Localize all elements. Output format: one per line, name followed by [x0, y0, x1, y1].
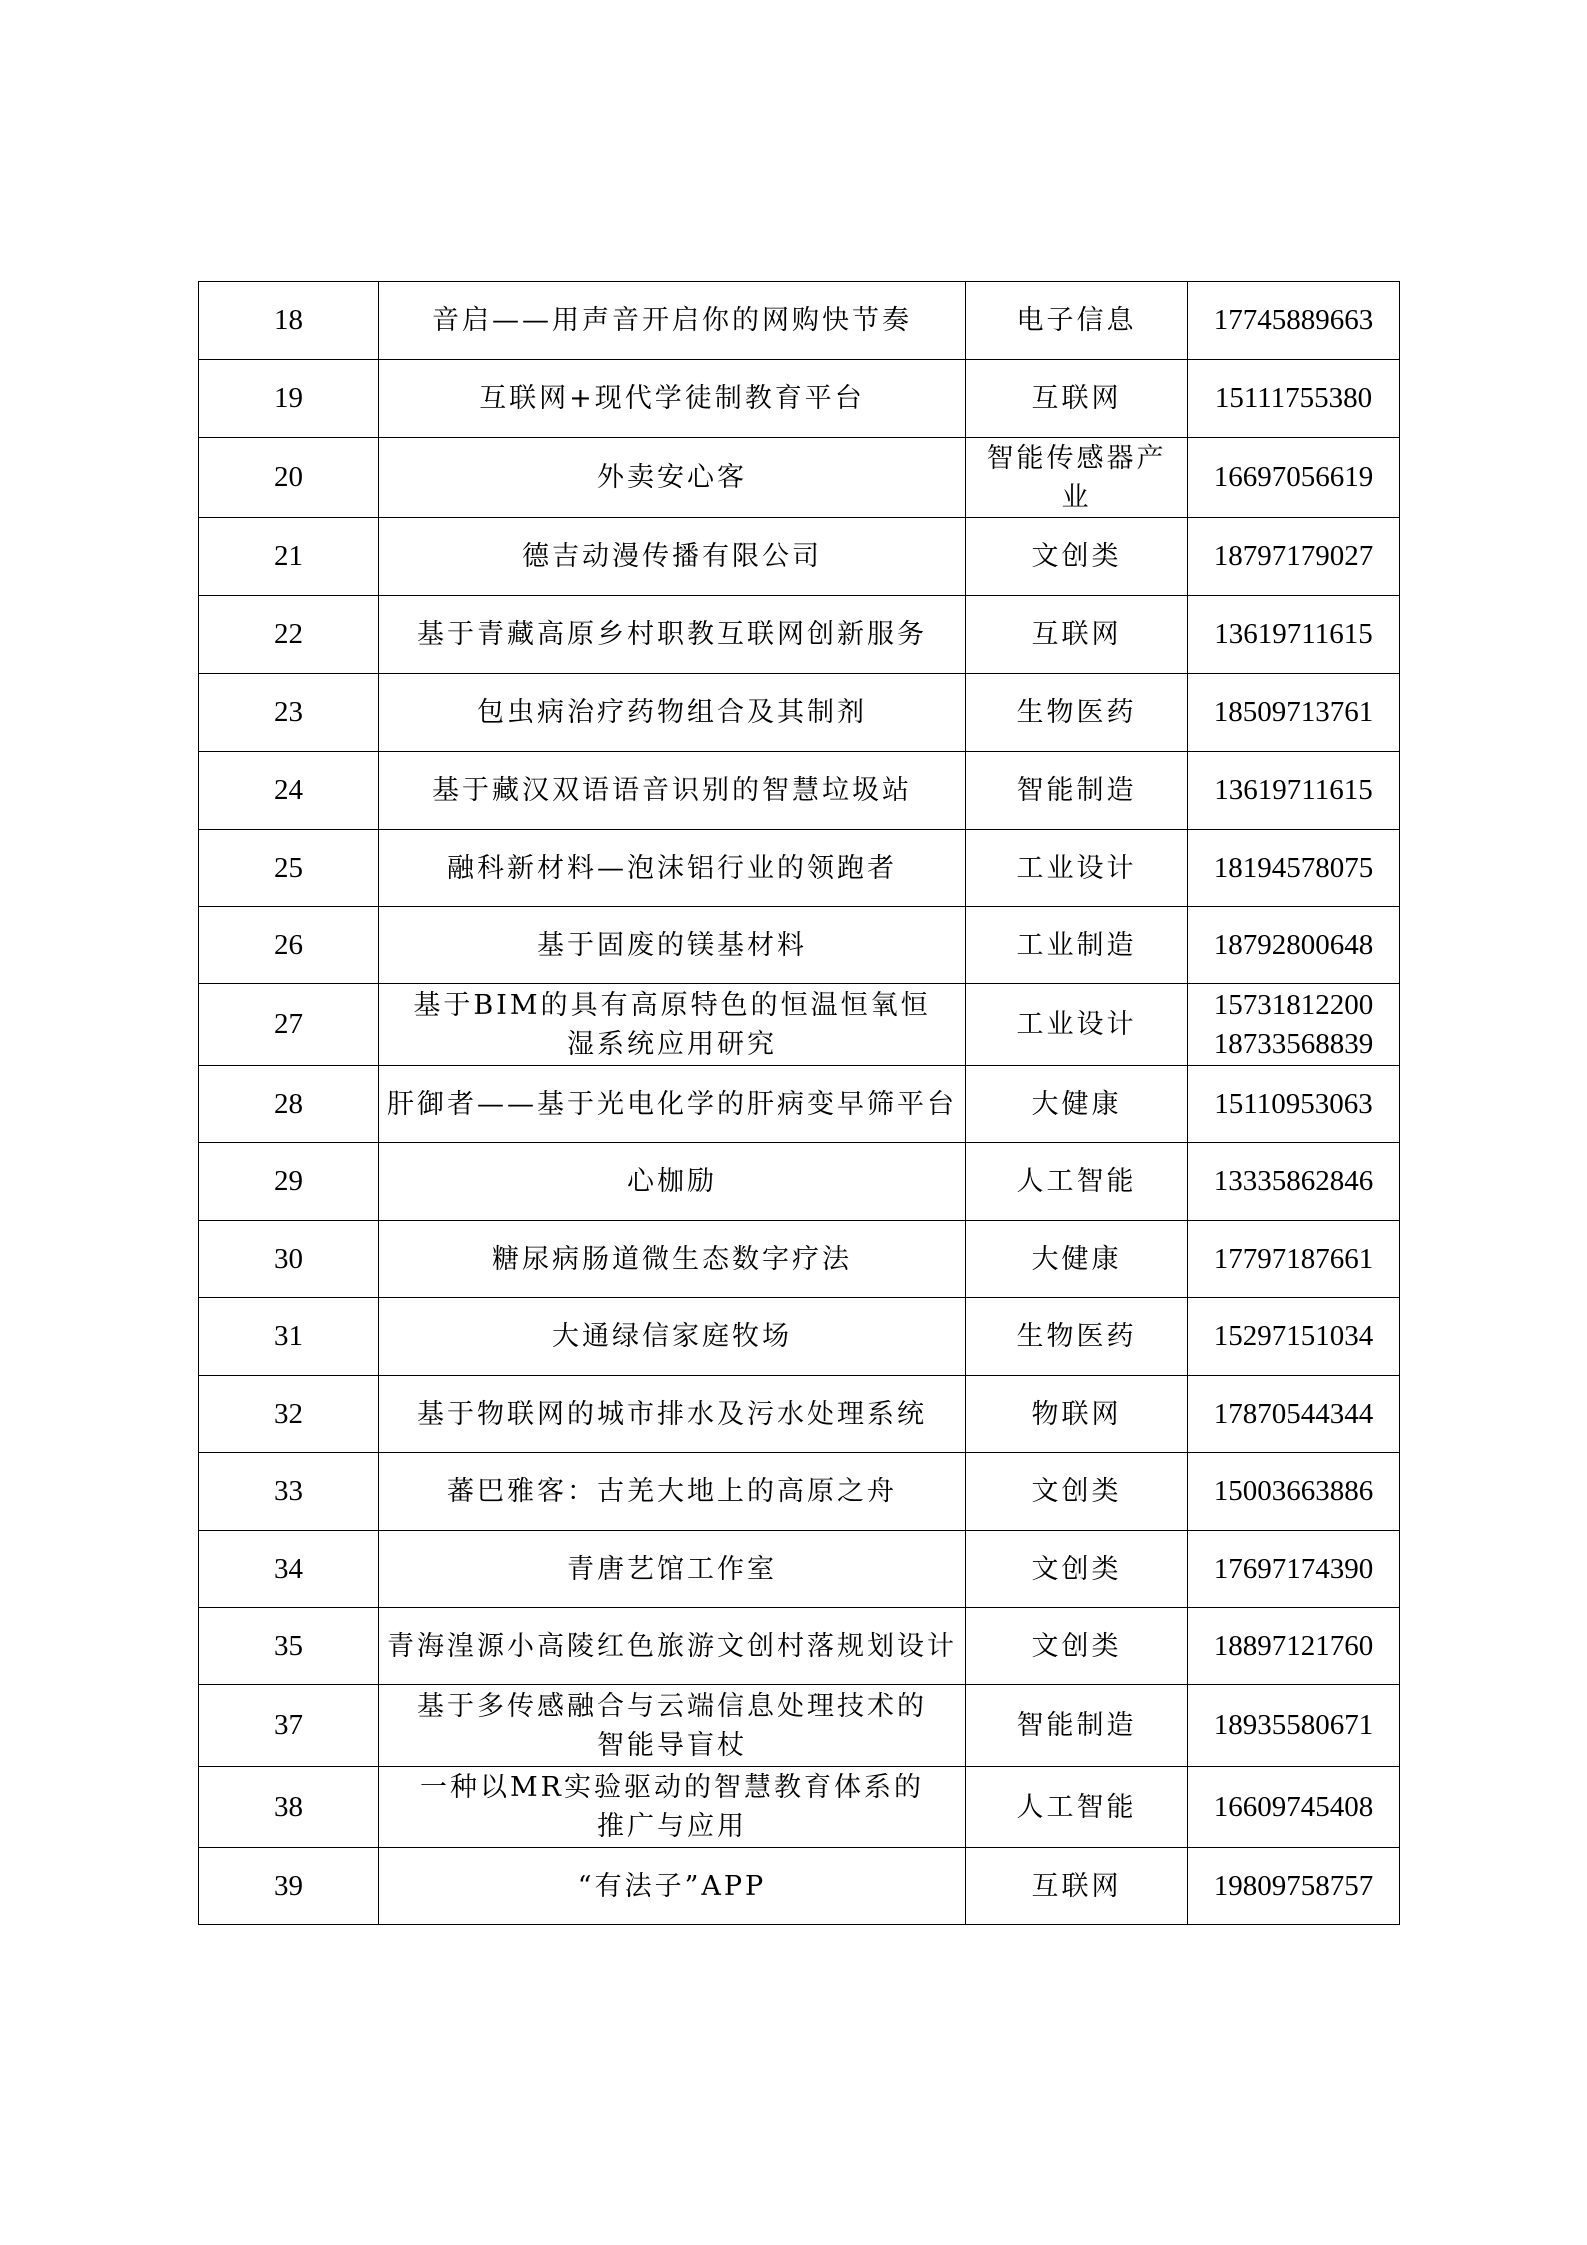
- phone-cell: [1188, 674, 1400, 752]
- phone-cell-line: 15731812200: [1213, 988, 1374, 1021]
- project-name-cell-line: 青海湟源小高陵红色旅游文创村落规划设计: [387, 1630, 957, 1662]
- category-cell: [966, 1531, 1188, 1608]
- row-number-cell: 19: [199, 360, 379, 438]
- row-number-cell: 31: [199, 1298, 379, 1376]
- table-row: [199, 1531, 1400, 1608]
- phone-cell-line: 18792800648: [1213, 928, 1374, 961]
- category-cell: [966, 1221, 1188, 1298]
- phone-cell-line: 13619711615: [1214, 618, 1373, 650]
- project-name-cell-line: 音启——用声音开启你的网购快节奏: [432, 305, 912, 336]
- table-row: [199, 1066, 1400, 1143]
- project-name-cell-line: 基于物联网的城市排水及污水处理系统: [417, 1398, 927, 1430]
- category-cell-line: 生物医药: [1016, 697, 1137, 728]
- category-cell: [966, 438, 1188, 518]
- table-row: [199, 1453, 1400, 1531]
- project-name-cell-line: “有法子”APP: [577, 1870, 767, 1902]
- project-name-cell-line: 大通绿信家庭牧场: [552, 1321, 792, 1352]
- category-cell-line: 文创类: [1031, 1630, 1122, 1662]
- category-cell: [966, 1453, 1188, 1531]
- category-cell-line: 工业设计: [1016, 1009, 1137, 1040]
- phone-cell-line: 18194578075: [1213, 851, 1374, 884]
- phone-cell-line: 15110953063: [1214, 1087, 1373, 1120]
- project-name-cell-line: 肝御者——基于光电化学的肝病变早筛平台: [387, 1088, 957, 1120]
- phone-cell: [1188, 518, 1400, 596]
- project-table-body: [199, 282, 1400, 1925]
- project-name-cell-line: 外卖安心客: [597, 462, 747, 493]
- table-row: [199, 1685, 1400, 1767]
- phone-cell-line: 18509713761: [1213, 696, 1374, 728]
- row-number-cell: 26: [199, 907, 379, 984]
- category-cell-line: 大健康: [1031, 1088, 1122, 1120]
- project-name-cell: [379, 1848, 966, 1925]
- table-row: [199, 282, 1400, 360]
- project-name-cell: [379, 1143, 966, 1221]
- phone-cell: [1188, 1608, 1400, 1685]
- category-cell-line: 智能制造: [1016, 1710, 1137, 1741]
- phone-cell-line: 18797179027: [1213, 540, 1374, 572]
- category-cell-line: 互联网: [1031, 619, 1122, 650]
- category-cell: [966, 518, 1188, 596]
- category-cell-line: 互联网: [1031, 383, 1122, 414]
- project-name-cell-line: 基于固废的镁基材料: [537, 929, 807, 961]
- row-number-cell: 20: [199, 438, 379, 518]
- category-cell-line: 工业制造: [1016, 929, 1137, 961]
- project-name-cell: [379, 1066, 966, 1143]
- project-name-cell: [379, 1376, 966, 1453]
- row-number-cell: 23: [199, 674, 379, 752]
- phone-cell: [1188, 1848, 1400, 1925]
- phone-cell: [1188, 1143, 1400, 1221]
- category-cell: [966, 674, 1188, 752]
- phone-cell-line: 17870544344: [1213, 1397, 1374, 1430]
- project-name-cell-line: 融科新材料—泡沫铝行业的领跑者: [447, 852, 897, 884]
- project-name-cell-line: 青唐艺馆工作室: [567, 1553, 777, 1585]
- table-row: [199, 1298, 1400, 1376]
- project-name-cell: [379, 282, 966, 360]
- category-cell-line: 人工智能: [1016, 1166, 1137, 1197]
- project-name-cell: [379, 984, 966, 1066]
- project-name-cell: [379, 1453, 966, 1531]
- project-name-cell-line: 基于青藏高原乡村职教互联网创新服务: [417, 619, 927, 650]
- category-cell: [966, 984, 1188, 1066]
- phone-cell-line: 15003663886: [1213, 1475, 1374, 1507]
- category-cell: [966, 830, 1188, 907]
- category-cell: [966, 1066, 1188, 1143]
- category-cell-line: 智能传感器产: [986, 442, 1167, 474]
- row-number-cell: 22: [199, 596, 379, 674]
- category-cell: [966, 596, 1188, 674]
- row-number-cell: 32: [199, 1376, 379, 1453]
- table-row: [199, 518, 1400, 596]
- category-cell: [966, 1376, 1188, 1453]
- phone-cell-line: 15297151034: [1213, 1320, 1374, 1352]
- category-cell-line: 人工智能: [1016, 1791, 1137, 1823]
- phone-cell: [1188, 596, 1400, 674]
- category-cell-line: 文创类: [1031, 541, 1122, 572]
- table-row: [199, 360, 1400, 438]
- row-number-cell: 28: [199, 1066, 379, 1143]
- phone-cell-line: 17745889663: [1213, 304, 1374, 336]
- table-row: [199, 984, 1400, 1066]
- category-cell: [966, 1848, 1188, 1925]
- project-name-cell: [379, 674, 966, 752]
- row-number-cell: 27: [199, 984, 379, 1066]
- table-row: [199, 752, 1400, 830]
- row-number-cell: 35: [199, 1608, 379, 1685]
- project-name-cell-line: 德吉动漫传播有限公司: [522, 541, 822, 572]
- project-table: [198, 281, 1400, 1925]
- category-cell: [966, 282, 1188, 360]
- table-row: [199, 674, 1400, 752]
- category-cell-line: 业: [1061, 481, 1092, 513]
- table-row: [199, 596, 1400, 674]
- project-name-cell-line: 基于藏汉双语语音识别的智慧垃圾站: [432, 775, 912, 806]
- row-number-cell: 34: [199, 1531, 379, 1608]
- row-number-cell: 30: [199, 1221, 379, 1298]
- phone-cell-line: 16697056619: [1213, 461, 1374, 493]
- category-cell: [966, 1143, 1188, 1221]
- project-name-cell-line: 包虫病治疗药物组合及其制剂: [477, 697, 867, 728]
- phone-cell-line: 18897121760: [1213, 1629, 1374, 1662]
- row-number-cell: 38: [199, 1767, 379, 1848]
- phone-cell-line: 17697174390: [1213, 1552, 1374, 1585]
- category-cell-line: 文创类: [1031, 1476, 1122, 1507]
- project-name-cell: [379, 1221, 966, 1298]
- project-name-cell: [379, 907, 966, 984]
- project-name-cell-line: 糖尿病肠道微生态数字疗法: [492, 1243, 852, 1275]
- phone-cell: [1188, 1376, 1400, 1453]
- category-cell: [966, 752, 1188, 830]
- phone-cell: [1188, 1453, 1400, 1531]
- row-number-cell: 21: [199, 518, 379, 596]
- phone-cell-line: 17797187661: [1213, 1242, 1374, 1275]
- phone-cell-line: 18733568839: [1213, 1027, 1374, 1060]
- category-cell-line: 物联网: [1031, 1398, 1122, 1430]
- project-name-cell: [379, 438, 966, 518]
- phone-cell-line: 18935580671: [1213, 1709, 1374, 1741]
- phone-cell: [1188, 438, 1400, 518]
- project-name-cell: [379, 830, 966, 907]
- category-cell-line: 工业设计: [1016, 852, 1137, 884]
- table-row: [199, 1848, 1400, 1925]
- table-row: [199, 438, 1400, 518]
- phone-cell: [1188, 752, 1400, 830]
- row-number-cell: 33: [199, 1453, 379, 1531]
- project-name-cell: [379, 1531, 966, 1608]
- category-cell-line: 智能制造: [1016, 775, 1137, 806]
- project-name-cell-line: 心枷励: [627, 1166, 717, 1197]
- phone-cell-line: 19809758757: [1213, 1869, 1374, 1902]
- project-name-cell: [379, 518, 966, 596]
- project-name-cell-line: 蕃巴雅客：古羌大地上的高原之舟: [447, 1476, 897, 1507]
- category-cell: [966, 1298, 1188, 1376]
- table-row: [199, 1767, 1400, 1848]
- project-name-cell: [379, 360, 966, 438]
- phone-cell: [1188, 830, 1400, 907]
- phone-cell-line: 13619711615: [1214, 774, 1373, 806]
- category-cell-line: 电子信息: [1016, 305, 1137, 336]
- project-name-cell-line: 湿系统应用研究: [567, 1028, 777, 1060]
- row-number-cell: 25: [199, 830, 379, 907]
- row-number-cell: 37: [199, 1685, 379, 1767]
- table-row: [199, 830, 1400, 907]
- category-cell-line: 文创类: [1031, 1553, 1122, 1585]
- project-name-cell-line: 基于多传感融合与云端信息处理技术的: [417, 1690, 927, 1722]
- phone-cell: [1188, 907, 1400, 984]
- phone-cell: [1188, 1531, 1400, 1608]
- phone-cell: [1188, 1767, 1400, 1848]
- phone-cell: [1188, 1221, 1400, 1298]
- phone-cell: [1188, 1298, 1400, 1376]
- project-name-cell-line: 互联网+现代学徒制教育平台: [479, 383, 865, 414]
- project-name-cell-line: 基于BIM的具有高原特色的恒温恒氧恒: [413, 989, 931, 1021]
- table-row: [199, 1143, 1400, 1221]
- phone-cell-line: 13335862846: [1213, 1165, 1374, 1197]
- row-number-cell: 18: [199, 282, 379, 360]
- table-row: [199, 1608, 1400, 1685]
- category-cell-line: 大健康: [1031, 1243, 1122, 1275]
- phone-cell: [1188, 984, 1400, 1066]
- phone-cell-line: 15111755380: [1214, 382, 1373, 414]
- category-cell: [966, 1608, 1188, 1685]
- project-name-cell: [379, 1608, 966, 1685]
- category-cell: [966, 360, 1188, 438]
- project-name-cell: [379, 1767, 966, 1848]
- table-row: [199, 1221, 1400, 1298]
- project-name-cell-line: 智能导盲杖: [597, 1729, 747, 1761]
- category-cell-line: 生物医药: [1016, 1321, 1137, 1352]
- table-row: [199, 907, 1400, 984]
- category-cell: [966, 1767, 1188, 1848]
- table-row: [199, 1376, 1400, 1453]
- row-number-cell: 24: [199, 752, 379, 830]
- project-name-cell: [379, 1685, 966, 1767]
- phone-cell: [1188, 282, 1400, 360]
- project-name-cell-line: 一种以MR实验驱动的智慧教育体系的: [420, 1772, 924, 1803]
- row-number-cell: 39: [199, 1848, 379, 1925]
- project-name-cell: [379, 752, 966, 830]
- category-cell: [966, 1685, 1188, 1767]
- project-name-cell: [379, 596, 966, 674]
- category-cell-line: 互联网: [1031, 1870, 1122, 1902]
- project-name-cell-line: 推广与应用: [597, 1811, 747, 1842]
- phone-cell: [1188, 360, 1400, 438]
- category-cell: [966, 907, 1188, 984]
- phone-cell: [1188, 1066, 1400, 1143]
- phone-cell: [1188, 1685, 1400, 1767]
- project-name-cell: [379, 1298, 966, 1376]
- row-number-cell: 29: [199, 1143, 379, 1221]
- phone-cell-line: 16609745408: [1213, 1790, 1374, 1823]
